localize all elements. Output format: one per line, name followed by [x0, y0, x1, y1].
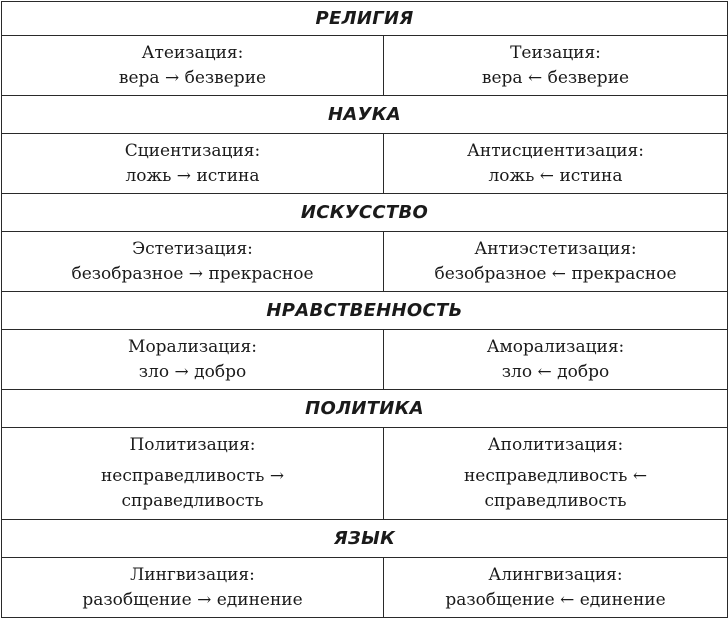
- term-formula-line2: справедливость: [484, 491, 627, 511]
- cell-antiaestheticization: [384, 232, 728, 292]
- cell-apoliticization: [384, 428, 728, 520]
- term-title: Антисциентизация:: [467, 140, 644, 161]
- term-title: Алингвизация:: [488, 564, 623, 585]
- section-header-art: ИСКУССТВО: [2, 194, 728, 232]
- cell-aestheticization: [2, 232, 384, 292]
- term-formula: ложь ← истина: [488, 165, 623, 186]
- cell-moralization: [2, 330, 384, 390]
- term-formula: вера → безверие: [118, 67, 267, 88]
- term-title: Сциентизация:: [124, 140, 261, 161]
- term-formula: зло ← добро: [501, 361, 610, 382]
- cell-politicization: [2, 428, 384, 520]
- section-header-language: ЯЗЫК: [2, 520, 728, 558]
- term-title: Аморализация:: [486, 336, 625, 357]
- term-formula: разобщение ← единение: [445, 589, 666, 610]
- term-title: Морализация:: [128, 336, 257, 357]
- term-formula: ложь → истина: [125, 165, 260, 186]
- cell-atheization: [2, 36, 384, 96]
- cell-theization: [384, 36, 728, 96]
- section-header-religion: РЕЛИГИЯ: [2, 2, 728, 36]
- term-formula: безобразное → прекрасное: [71, 263, 314, 284]
- term-title: Атеизация:: [141, 42, 244, 63]
- section-header-politics: ПОЛИТИКА: [2, 390, 728, 428]
- term-title: Теизация:: [510, 42, 601, 63]
- section-header-science: НАУКА: [2, 96, 728, 134]
- concept-table: [1, 1, 728, 618]
- cell-antiscientization: [384, 134, 728, 194]
- term-title: Аполитизация:: [487, 435, 624, 455]
- term-formula: вера ← безверие: [481, 67, 630, 88]
- term-formula-line2: справедливость: [121, 491, 264, 511]
- cell-amoralization: [384, 330, 728, 390]
- term-title: Лингвизация:: [130, 564, 255, 585]
- cell-alingvization: [384, 558, 728, 618]
- cell-scientization: [2, 134, 384, 194]
- term-formula-line1: несправедливость ←: [463, 466, 648, 486]
- term-formula-line1: несправедливость →: [100, 466, 285, 486]
- term-formula: зло → добро: [138, 361, 247, 382]
- term-formula: безобразное ← прекрасное: [434, 263, 677, 284]
- term-title: Политизация:: [129, 435, 256, 455]
- term-title: Антиэстетизация:: [474, 238, 637, 259]
- term-title: Эстетизация:: [132, 238, 253, 259]
- cell-lingvization: [2, 558, 384, 618]
- term-formula: разобщение → единение: [82, 589, 303, 610]
- section-header-morality: НРАВСТВЕННОСТЬ: [2, 292, 728, 330]
